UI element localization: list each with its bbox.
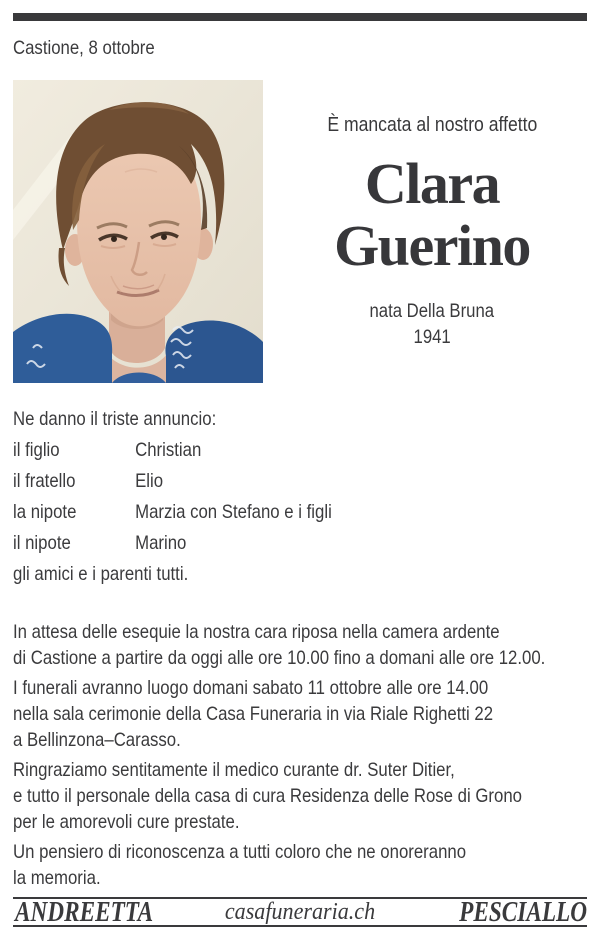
dateline-text: Castione, 8 ottobre <box>13 37 155 59</box>
paragraph-wake <box>13 619 598 671</box>
paragraph-line: di Castione a partire da oggi alle ore 10.00 fino a domani alle ore 12.00. <box>13 647 546 669</box>
relative-names: Elio <box>135 470 164 492</box>
relation-label: il figlio <box>13 439 60 461</box>
paragraph-line: la memoria. <box>13 867 101 889</box>
name-line-2: Guerino <box>334 213 530 278</box>
paragraph-line: nella sala cerimonie della Casa Funeraria in via Riale Righetti 22 <box>13 703 494 725</box>
paragraph-line: Un pensiero di riconoscenza a tutti coloro che ne onoreranno <box>13 841 467 863</box>
paragraph-line: e tutto il personale della casa di cura Residenza delle Rose di Grono <box>13 785 522 807</box>
funeral-home-name-left: ANDREETTA <box>15 897 154 928</box>
paragraph-funeral <box>13 675 598 753</box>
portrait-photo-illustration <box>13 80 263 383</box>
relative-names: Christian <box>135 439 202 461</box>
relation-label: il nipote <box>13 532 71 554</box>
portrait-photo <box>13 80 263 383</box>
paragraph-line: I funerali avranno luogo domani sabato 11 ottobre alle ore 14.00 <box>13 677 489 699</box>
family-announcement-block <box>13 404 598 590</box>
family-row <box>13 466 598 497</box>
family-row <box>13 528 598 559</box>
birth-year: 1941 <box>413 327 451 348</box>
paragraph-line: a Bellinzona–Carasso. <box>13 729 181 751</box>
paragraph-line: per le amorevoli cure prestate. <box>13 811 240 833</box>
paragraph-thanks <box>13 757 598 835</box>
funeral-home-website: casafuneraria.ch <box>224 899 376 925</box>
paragraph-line: Ringraziamo sentitamente il medico curante dr. Suter Ditier, <box>13 759 455 781</box>
notice-paragraphs <box>13 619 598 895</box>
birth-year-wrap <box>280 325 584 351</box>
paragraph-line: In attesa delle esequie la nostra cara riposa nella camera ardente <box>13 621 500 643</box>
dateline <box>13 36 178 60</box>
paragraph-remembrance <box>13 839 598 891</box>
relation-label: il fratello <box>13 470 76 492</box>
relation-label: la nipote <box>13 501 77 523</box>
maiden-name: nata Della Bruna <box>369 301 495 322</box>
relative-names: Marino <box>135 532 187 554</box>
name-line-1: Clara <box>364 151 500 216</box>
maiden-name-wrap <box>280 299 584 325</box>
deceased-name <box>280 153 584 277</box>
family-heading: Ne danno il triste annuncio: <box>13 408 217 430</box>
funeral-home-name-right: PESCIALLO <box>459 897 587 928</box>
relative-names: Marzia con Stefano e i figli <box>135 501 332 523</box>
family-row <box>13 435 598 466</box>
family-closing-line: gli amici e i parenti tutti. <box>13 563 189 585</box>
family-row <box>13 497 598 528</box>
intro-line: È mancata al nostro affetto <box>326 114 538 136</box>
funeral-home-footer <box>13 897 587 927</box>
intro-line-wrap <box>280 112 584 138</box>
announcement-block <box>280 0 584 400</box>
